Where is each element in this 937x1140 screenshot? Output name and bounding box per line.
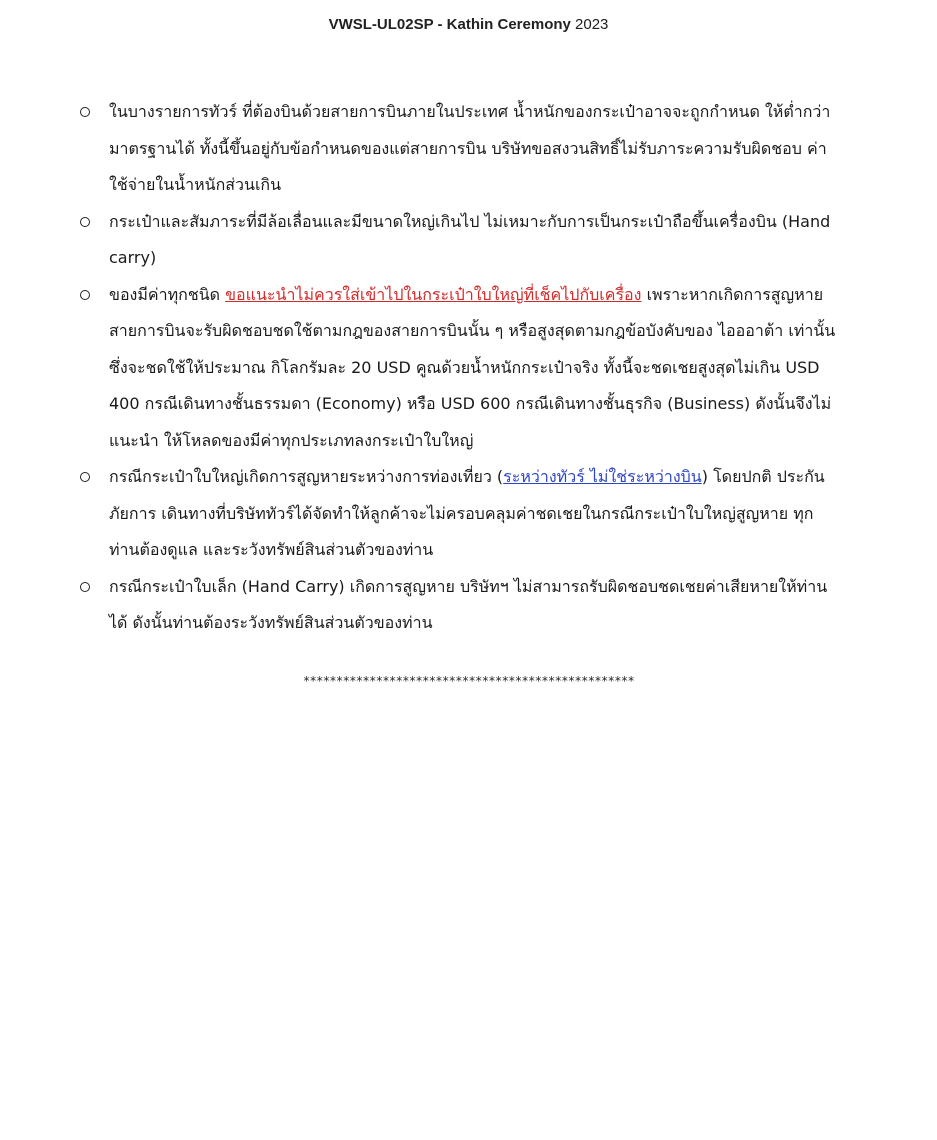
list-item <box>78 569 838 642</box>
document-code-title: VWSL-UL02SP - Kathin Ceremony <box>328 16 571 33</box>
bullet-text-start: ของมีค่าทุกชนิด <box>109 284 226 304</box>
bullet-text: กรณีกระเป๋าใบเล็ก (Hand Carry) เกิดการสูญหาย บริษัทฯ ไม่สามารถรับผิดชอบชดเชยค่าเสียหายให้ท่านได้ ดังนั้นท่านต้องระวังทรัพย์สินส่วนตัวของท่าน <box>109 576 828 632</box>
terms-bullet-list <box>78 94 838 642</box>
list-item <box>78 204 838 277</box>
bullet-text-start: กรณีกระเป๋าใบใหญ่เกิดการสูญหายระหว่างการท่องเที่ยว ( <box>109 467 504 486</box>
section-separator: ************************************************** <box>302 674 635 688</box>
list-item <box>78 277 838 460</box>
list-item <box>78 94 838 204</box>
hollow-circle-bullet-icon <box>80 217 90 227</box>
bullet-text-end: เพราะหากเกิดการสูญหาย สายการบินจะรับผิดชอบชดใช้ตามกฎของสายการบินนั้น ๆ หรือสูงสุดตามกฎข้อบังคับของ ไอออาต้า เท่านั้น ซึ่งจะชดใช้ให้ประมาณ กิโลกรัมละ 20 USD คูณด้วยน้ำหนักกระเป๋าจริง ทั้งนี้จะชดเชยสูงสุดไม่เกิน USD 400 กรณีเดินทางชั้นธรรมดา (Economy) หรือ USD 600 กรณีเดินทางชั้นธุรกิจ (Business) ดังนั้นจึงไม่แนะนำ ให้โหลดของมีค่าทุกประเภทลงกระเป๋าใบใหญ่ <box>109 284 836 450</box>
bullet-text: ในบางรายการทัวร์ ที่ต้องบินด้วยสายการบินภายในประเทศ น้ำหนักของกระเป๋าอาจจะถูกกำหนด ให้ต่ำกว่ามาตรฐานได้ ทั้งนี้ขึ้นอยู่กับข้อกำหนดของแต่สายการบิน บริษัทขอสงวนสิทธิ์ไม่รับภาระความรับผิดชอบ ค่าใช้จ่ายในน้ำหนักส่วนเกิน <box>109 102 831 194</box>
hollow-circle-bullet-icon <box>80 582 90 592</box>
hollow-circle-bullet-icon <box>80 107 90 117</box>
valuables-warning-highlight: ขอแนะนำไม่ควรใส่เข้าไปในกระเป๋าใบใหญ่ที่เช็คไปกับเครื่อง <box>225 284 642 304</box>
during-tour-highlight: ระหว่างทัวร์ ไม่ใช่ระหว่างบิน <box>503 467 702 486</box>
page-header <box>0 16 937 33</box>
hollow-circle-bullet-icon <box>80 290 90 300</box>
hollow-circle-bullet-icon <box>80 472 90 482</box>
document-year: 2023 <box>575 16 609 33</box>
list-item <box>78 459 838 569</box>
bullet-text-end: ) โดยปกติ ประกันภัยการ เดินทางที่บริษัททัวร์ได้จัดทำให้ลูกค้าจะไม่ครอบคลุมค่าชดเชยในกรณีกระเป๋าใบใหญ่สูญหาย ทุกท่านต้องดูแล และระวังทรัพย์สินส่วนตัวของท่าน <box>109 467 825 559</box>
bullet-text: กระเป๋าและสัมภาระที่มีล้อเลื่อนและมีขนาดใหญ่เกินไป ไม่เหมาะกับการเป็นกระเป๋าถือขึ้นเครื่องบิน (Hand carry) <box>109 211 831 267</box>
